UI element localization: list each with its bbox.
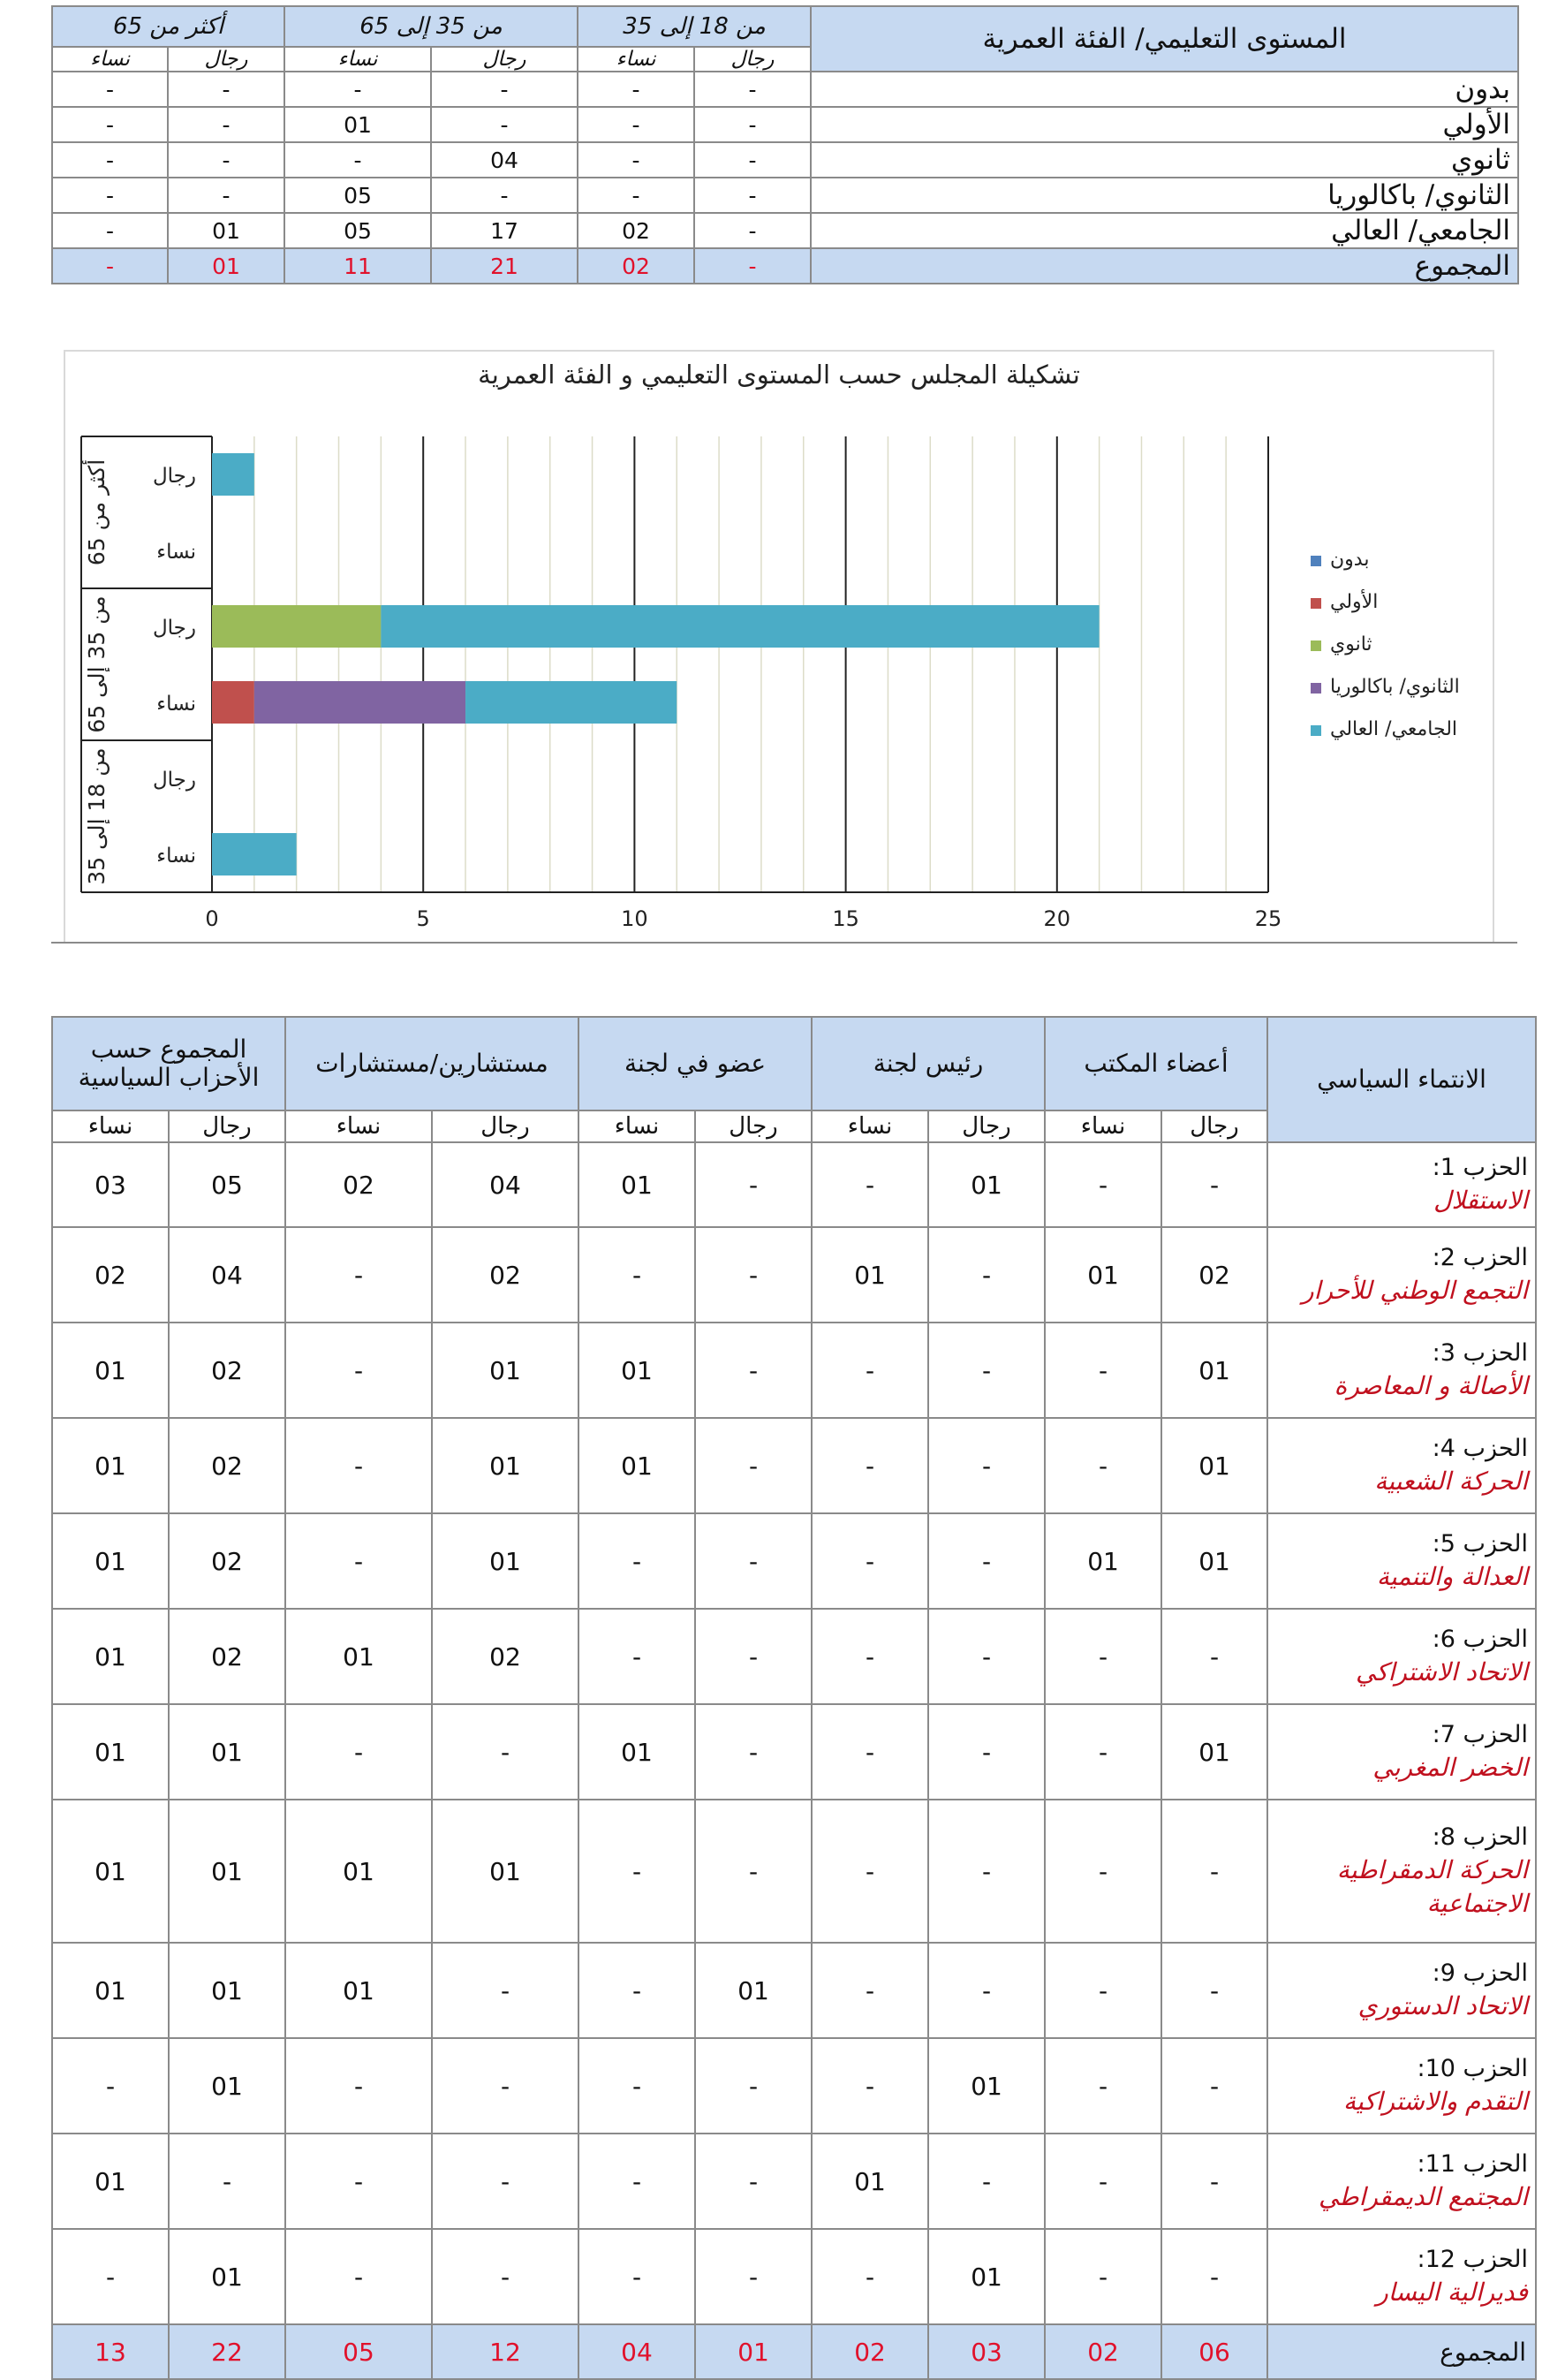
value-cell: -: [168, 72, 284, 107]
value-cell: 02: [169, 1513, 285, 1609]
men-header: رجال: [168, 47, 284, 72]
women-header: نساء: [578, 1110, 695, 1142]
value-cell: -: [1045, 1704, 1161, 1800]
total-cell: 22: [169, 2324, 285, 2379]
value-cell: 01: [285, 1800, 432, 1943]
value-cell: -: [1161, 1609, 1267, 1704]
political-affiliation-header: الانتماء السياسي: [1267, 1017, 1536, 1142]
value-cell: -: [694, 72, 811, 107]
value-cell: -: [695, 1513, 812, 1609]
party-label: [1267, 1323, 1536, 1418]
value-cell: -: [812, 2229, 928, 2324]
value-cell: -: [432, 2229, 578, 2324]
women-header: نساء: [52, 47, 168, 72]
value-cell: -: [928, 1227, 1045, 1323]
party-number: الحزب 3:: [1432, 1338, 1529, 1367]
value-cell: -: [168, 142, 284, 178]
value-cell: 01: [169, 1704, 285, 1800]
education-row: [52, 213, 1518, 248]
value-cell: -: [694, 213, 811, 248]
value-cell: 01: [169, 2229, 285, 2324]
group-header-committee-chair: رئيس لجنة: [812, 1017, 1045, 1110]
value-cell: -: [285, 2134, 432, 2229]
value-cell: -: [812, 1323, 928, 1418]
men-header: رجال: [431, 47, 578, 72]
value-cell: -: [285, 1227, 432, 1323]
legend-swatch: [1311, 598, 1321, 609]
bar-segment: [212, 605, 381, 648]
value-cell: -: [812, 1418, 928, 1513]
value-cell: 02: [432, 1609, 578, 1704]
party-name: الخضر المغربي: [1372, 1753, 1529, 1783]
party-name: العدالة والتنمية: [1376, 1562, 1529, 1592]
legend-swatch: [1311, 556, 1321, 566]
age-group-header-65plus: أكثر من 65: [52, 6, 284, 47]
party-name: الاتحاد الدستوري: [1357, 1991, 1529, 2021]
party-number: الحزب 6:: [1432, 1625, 1529, 1653]
gender-label: نساء: [156, 845, 196, 868]
value-cell: 05: [169, 1142, 285, 1227]
value-cell: 02: [52, 1227, 169, 1323]
party-row: [52, 1227, 1536, 1323]
total-cell: 11: [284, 248, 431, 284]
value-cell: -: [52, 107, 168, 142]
value-cell: 01: [285, 1609, 432, 1704]
group-label: من 18 إلى 35: [84, 747, 110, 885]
party-name: الحركة الشعبية: [1374, 1467, 1529, 1497]
bar-segment: [212, 833, 297, 875]
value-cell: -: [431, 72, 578, 107]
group-header-committee-member: عضو في لجنة: [578, 1017, 812, 1110]
value-cell: -: [1161, 1800, 1267, 1943]
value-cell: -: [1161, 1142, 1267, 1227]
value-cell: 05: [284, 213, 431, 248]
value-cell: 02: [432, 1227, 578, 1323]
value-cell: 01: [52, 1943, 169, 2038]
value-cell: 01: [169, 1800, 285, 1943]
party-label: [1267, 2229, 1536, 2324]
value-cell: -: [1045, 2229, 1161, 2324]
value-cell: -: [1161, 2229, 1267, 2324]
x-tick-label: 5: [416, 906, 430, 931]
education-level-label: ثانوي: [811, 142, 1518, 178]
value-cell: -: [1045, 2038, 1161, 2134]
value-cell: -: [284, 72, 431, 107]
value-cell: 01: [168, 213, 284, 248]
value-cell: 01: [928, 2038, 1045, 2134]
value-cell: 01: [578, 1418, 695, 1513]
value-cell: 02: [169, 1418, 285, 1513]
value-cell: -: [578, 1943, 695, 2038]
value-cell: -: [1045, 1800, 1161, 1943]
value-cell: -: [1045, 1943, 1161, 2038]
value-cell: -: [694, 178, 811, 213]
value-cell: -: [812, 1800, 928, 1943]
value-cell: -: [578, 1609, 695, 1704]
party-row: [52, 1513, 1536, 1609]
gender-label: رجال: [152, 617, 196, 640]
legend-label: الجامعي/ العالي: [1330, 718, 1458, 740]
value-cell: -: [695, 1800, 812, 1943]
party-row: [52, 1609, 1536, 1704]
party-number: الحزب 7:: [1432, 1720, 1529, 1748]
women-header: نساء: [1045, 1110, 1161, 1142]
value-cell: -: [928, 1943, 1045, 2038]
value-cell: 01: [52, 1323, 169, 1418]
value-cell: -: [695, 1323, 812, 1418]
men-header: رجال: [695, 1110, 812, 1142]
value-cell: 04: [432, 1142, 578, 1227]
value-cell: 01: [52, 1513, 169, 1609]
value-cell: -: [928, 1800, 1045, 1943]
value-cell: -: [432, 2134, 578, 2229]
value-cell: -: [695, 2229, 812, 2324]
party-number: الحزب 11:: [1417, 2149, 1529, 2178]
education-level-label: الثانوي/ باكالوريا: [811, 178, 1518, 213]
value-cell: -: [52, 72, 168, 107]
women-header: نساء: [578, 47, 694, 72]
party-label: [1267, 1418, 1536, 1513]
party-row: [52, 1943, 1536, 2038]
value-cell: 17: [431, 213, 578, 248]
education-row: [52, 178, 1518, 213]
value-cell: 01: [1161, 1323, 1267, 1418]
value-cell: 01: [432, 1513, 578, 1609]
value-cell: -: [168, 107, 284, 142]
value-cell: 03: [52, 1142, 169, 1227]
value-cell: -: [928, 1704, 1045, 1800]
total-label: المجموع: [1267, 2324, 1536, 2379]
value-cell: -: [578, 2134, 695, 2229]
value-cell: -: [1161, 1943, 1267, 2038]
value-cell: -: [695, 2038, 812, 2134]
value-cell: 01: [284, 107, 431, 142]
total-cell: 13: [52, 2324, 169, 2379]
legend-label: ثانوي: [1330, 633, 1372, 656]
value-cell: -: [694, 142, 811, 178]
party-label: [1267, 1943, 1536, 2038]
party-row: [52, 1704, 1536, 1800]
value-cell: -: [695, 1418, 812, 1513]
age-group-header-35-65: من 35 إلى 65: [284, 6, 578, 47]
value-cell: -: [578, 72, 694, 107]
value-cell: 01: [432, 1800, 578, 1943]
x-tick-label: 15: [832, 906, 859, 931]
education-row: [52, 107, 1518, 142]
value-cell: 02: [578, 213, 694, 248]
value-cell: -: [284, 142, 431, 178]
men-header: رجال: [169, 1110, 285, 1142]
party-label: [1267, 1800, 1536, 1943]
value-cell: -: [1161, 2134, 1267, 2229]
value-cell: -: [285, 1418, 432, 1513]
value-cell: 01: [169, 1943, 285, 2038]
group-header-totals: المجموع حسب الأحزاب السياسية: [52, 1017, 285, 1110]
party-number: الحزب 2:: [1432, 1243, 1529, 1271]
section-divider: [51, 942, 1517, 944]
education-age-chart: [64, 350, 1494, 944]
x-tick-label: 10: [621, 906, 648, 931]
value-cell: -: [695, 2134, 812, 2229]
value-cell: -: [578, 2229, 695, 2324]
value-cell: 01: [812, 1227, 928, 1323]
men-header: رجال: [432, 1110, 578, 1142]
gender-label: نساء: [156, 541, 196, 564]
value-cell: 01: [52, 1609, 169, 1704]
value-cell: -: [431, 178, 578, 213]
value-cell: -: [52, 178, 168, 213]
value-cell: -: [52, 2038, 169, 2134]
value-cell: 01: [1161, 1418, 1267, 1513]
total-cell: -: [52, 248, 168, 284]
value-cell: 05: [284, 178, 431, 213]
party-label: [1267, 1609, 1536, 1704]
value-cell: 01: [928, 1142, 1045, 1227]
value-cell: -: [812, 1609, 928, 1704]
women-header: نساء: [284, 47, 431, 72]
men-header: رجال: [1161, 1110, 1267, 1142]
value-cell: -: [432, 1943, 578, 2038]
value-cell: -: [432, 2038, 578, 2134]
value-cell: -: [578, 1800, 695, 1943]
women-header: نساء: [812, 1110, 928, 1142]
value-cell: 01: [52, 2134, 169, 2229]
men-header: رجال: [694, 47, 811, 72]
value-cell: 01: [285, 1943, 432, 2038]
value-cell: 01: [578, 1323, 695, 1418]
total-cell: 03: [928, 2324, 1045, 2379]
value-cell: -: [1045, 1142, 1161, 1227]
party-row: [52, 2038, 1536, 2134]
value-cell: -: [928, 1418, 1045, 1513]
party-row: [52, 2134, 1536, 2229]
party-label: [1267, 1513, 1536, 1609]
bar-segment: [465, 681, 677, 724]
group-header-councillors: مستشارين/مستشارات: [285, 1017, 578, 1110]
value-cell: -: [285, 1704, 432, 1800]
party-number: الحزب 12:: [1417, 2245, 1529, 2273]
value-cell: -: [1045, 1418, 1161, 1513]
gender-label: نساء: [156, 693, 196, 716]
value-cell: -: [169, 2134, 285, 2229]
value-cell: -: [285, 2038, 432, 2134]
legend-swatch: [1311, 640, 1321, 651]
total-cell: 02: [578, 248, 694, 284]
value-cell: -: [812, 1943, 928, 2038]
party-name: الحركة الدمقراطية الاجتماعية: [1336, 1855, 1529, 1919]
education-row: [52, 142, 1518, 178]
group-label: أكثر من 65: [84, 459, 110, 566]
value-cell: 01: [1161, 1513, 1267, 1609]
value-cell: -: [695, 1609, 812, 1704]
party-number: الحزب 9:: [1432, 1959, 1529, 1987]
total-cell: 02: [812, 2324, 928, 2379]
total-cell: 06: [1161, 2324, 1267, 2379]
value-cell: -: [285, 2229, 432, 2324]
value-cell: -: [578, 1513, 695, 1609]
bar-segment: [212, 453, 254, 496]
party-name: الاستقلال: [1433, 1186, 1529, 1216]
value-cell: -: [928, 2134, 1045, 2229]
gender-label: رجال: [152, 465, 196, 488]
value-cell: -: [695, 1142, 812, 1227]
total-cell: 02: [1045, 2324, 1161, 2379]
value-cell: 01: [52, 1418, 169, 1513]
value-cell: -: [52, 2229, 169, 2324]
bar-segment: [212, 681, 254, 724]
party-label: [1267, 1704, 1536, 1800]
party-label: [1267, 1227, 1536, 1323]
education-total-row: [52, 248, 1518, 284]
education-level-label: بدون: [811, 72, 1518, 107]
value-cell: 01: [169, 2038, 285, 2134]
party-row: [52, 1142, 1536, 1227]
party-row: [52, 1323, 1536, 1418]
value-cell: -: [578, 1227, 695, 1323]
chart-title: تشكيلة المجلس حسب المستوى التعليمي و الفئة العمرية: [478, 360, 1080, 390]
party-row: [52, 2229, 1536, 2324]
total-cell: 01: [695, 2324, 812, 2379]
bar-segment: [254, 681, 465, 724]
value-cell: -: [694, 107, 811, 142]
legend-swatch: [1311, 683, 1321, 694]
legend-label: الأولي: [1330, 591, 1379, 613]
party-name: التقدم والاشتراكية: [1342, 2087, 1529, 2117]
women-header: نساء: [285, 1110, 432, 1142]
education-age-header: المستوى التعليمي/ الفئة العمرية: [811, 6, 1518, 72]
value-cell: -: [1045, 1323, 1161, 1418]
value-cell: -: [1045, 2134, 1161, 2229]
party-label: [1267, 1142, 1536, 1227]
legend-label: بدون: [1330, 549, 1370, 571]
value-cell: 04: [169, 1227, 285, 1323]
party-name: الاتحاد الاشتراكي: [1355, 1657, 1529, 1687]
total-cell: 12: [432, 2324, 578, 2379]
value-cell: -: [431, 107, 578, 142]
value-cell: 01: [578, 1142, 695, 1227]
bar-segment: [381, 605, 1099, 648]
men-header: رجال: [928, 1110, 1045, 1142]
value-cell: -: [168, 178, 284, 213]
value-cell: -: [928, 1609, 1045, 1704]
chart-canvas: [65, 352, 1493, 942]
party-number: الحزب 10:: [1417, 2054, 1529, 2082]
party-name: المجتمع الديمقراطي: [1319, 2182, 1529, 2212]
value-cell: -: [578, 2038, 695, 2134]
x-tick-label: 0: [205, 906, 219, 931]
value-cell: -: [928, 1323, 1045, 1418]
total-cell: -: [694, 248, 811, 284]
party-label: [1267, 2038, 1536, 2134]
value-cell: 02: [169, 1323, 285, 1418]
total-cell: 01: [168, 248, 284, 284]
value-cell: 02: [285, 1142, 432, 1227]
education-level-label: الجامعي/ العالي: [811, 213, 1518, 248]
value-cell: -: [285, 1513, 432, 1609]
value-cell: -: [1045, 1609, 1161, 1704]
party-label: [1267, 2134, 1536, 2229]
party-number: الحزب 1:: [1432, 1153, 1529, 1181]
value-cell: 01: [1045, 1513, 1161, 1609]
legend-swatch: [1311, 725, 1321, 736]
education-age-table: [51, 5, 1519, 284]
value-cell: -: [812, 2038, 928, 2134]
value-cell: -: [928, 1513, 1045, 1609]
value-cell: -: [812, 1513, 928, 1609]
education-level-label: الأولي: [811, 107, 1518, 142]
value-cell: -: [52, 213, 168, 248]
party-total-row: [52, 2324, 1536, 2379]
legend-label: الثانوي/ باكالوريا: [1330, 676, 1460, 698]
value-cell: -: [285, 1323, 432, 1418]
value-cell: 01: [812, 2134, 928, 2229]
value-cell: 02: [1161, 1227, 1267, 1323]
party-number: الحزب 5:: [1432, 1529, 1529, 1558]
value-cell: 01: [432, 1323, 578, 1418]
group-header-office-members: أعضاء المكتب: [1045, 1017, 1267, 1110]
party-row: [52, 1800, 1536, 1943]
total-cell: 21: [431, 248, 578, 284]
gender-label: رجال: [152, 769, 196, 792]
value-cell: -: [695, 1227, 812, 1323]
x-tick-label: 25: [1254, 906, 1282, 931]
value-cell: -: [52, 142, 168, 178]
value-cell: -: [695, 1704, 812, 1800]
group-label: من 35 إلى 65: [84, 595, 110, 733]
women-header: نساء: [52, 1110, 169, 1142]
party-number: الحزب 4:: [1432, 1434, 1529, 1462]
value-cell: -: [812, 1704, 928, 1800]
value-cell: 01: [695, 1943, 812, 2038]
value-cell: 01: [1161, 1704, 1267, 1800]
value-cell: 02: [169, 1609, 285, 1704]
total-cell: 04: [578, 2324, 695, 2379]
value-cell: 04: [431, 142, 578, 178]
political-affiliation-table: [51, 1016, 1537, 2380]
value-cell: -: [578, 178, 694, 213]
value-cell: -: [578, 142, 694, 178]
party-row: [52, 1418, 1536, 1513]
value-cell: -: [1161, 2038, 1267, 2134]
value-cell: 01: [432, 1418, 578, 1513]
total-label: المجموع: [811, 248, 1518, 284]
party-name: الأصالة و المعاصرة: [1334, 1371, 1529, 1401]
total-cell: 05: [285, 2324, 432, 2379]
party-name: فديرالية اليسار: [1376, 2278, 1529, 2308]
party-number: الحزب 8:: [1432, 1823, 1529, 1851]
value-cell: -: [432, 1704, 578, 1800]
value-cell: -: [578, 107, 694, 142]
x-tick-label: 20: [1043, 906, 1071, 931]
value-cell: 01: [52, 1800, 169, 1943]
value-cell: 01: [1045, 1227, 1161, 1323]
value-cell: 01: [928, 2229, 1045, 2324]
value-cell: -: [812, 1142, 928, 1227]
value-cell: 01: [52, 1704, 169, 1800]
age-group-header-18-35: من 18 إلى 35: [578, 6, 811, 47]
education-row: [52, 72, 1518, 107]
value-cell: 01: [578, 1704, 695, 1800]
party-name: التجمع الوطني للأحرار: [1302, 1276, 1529, 1306]
